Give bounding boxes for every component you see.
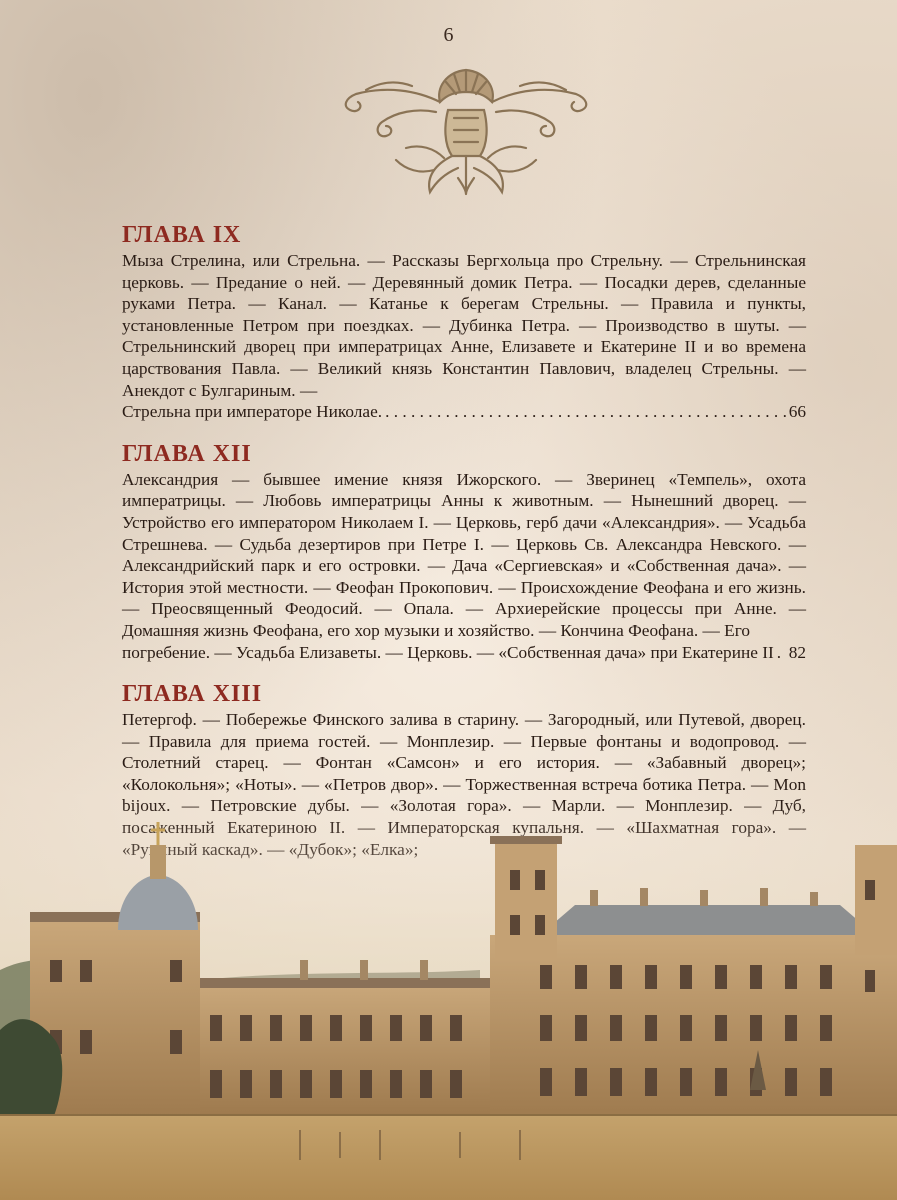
palace-painting <box>0 800 897 1200</box>
chapter-page-number: 66 <box>788 402 806 422</box>
chapter-title: ГЛАВА XII <box>122 440 252 467</box>
leader-dots <box>385 401 786 423</box>
chapter-summary: Мыза Стрелина, или Стрельна. — Рассказы Бергхольца про Стрельну. — Стрельнинская церковь. — Предание о ней. — Деревянный домик Петра. — Посадки дерев, сделанные руками Петра. — Канал. — Катанье к берегам Стрельны. — Правила и пункты, установленные Петром при поездках. — Дубинка Петра. — Производство в шуты. — Стрельнинский дворец при императрицах Анне, Елизавете и Екатерине II и во времена царствования Павла. — Великий князь Константин Павлович, владелец Стрельны. — Анекдот с Булгариным. — <box>122 251 806 400</box>
toc-entry-line <box>122 642 806 664</box>
baroque-scroll-ornament <box>336 60 596 200</box>
chapter-title: ГЛАВА XIII <box>122 681 263 708</box>
table-of-contents <box>122 220 806 876</box>
chapter-title: ГЛАВА IX <box>122 222 242 248</box>
chapter-summary-last-line: Стрельна при императоре Николае. <box>122 402 383 422</box>
chapter-summary: Александрия — бывшее имение князя Ижорского. — Зверинец «Темпель», охота императрицы. — Любовь императрицы Анны к животным. — Нынешний дворец. — Устройство его императором Николаем I. — Церковь, герб дачи «Александрия». — Усадьба Стрешнева. — Судьба дезертиров при Петре I. — Церковь Св. Александра Невского. — Александрийский парк и его островки. — Дача «Сергиевская» и «Собственная дача». — История этой местности. — Феофан Прокопович. — Происхождение Феофана и его жизнь. — Преосвященный Феодосий. — Опала. — Архиерейские процессы при Анне. — Домашняя жизнь Феофана, его хор музыки и хозяйство. — Кончина Феофана. — Его <box>122 469 806 640</box>
chapter-12 <box>122 439 806 663</box>
leader-dots <box>777 642 786 664</box>
chapter-summary-last-line: погребение. — Усадьба Елизаветы. — Церковь. — «Собственная дача» при Екатерине II <box>122 642 774 662</box>
chapter-9 <box>122 220 806 423</box>
toc-entry-line <box>122 401 806 423</box>
chapter-summary: Петергоф. — Побережье Финского залива в старину. — Загородный, или Путевой, дворец. — Правила для приема гостей. — Монплезир. — Первые фонтаны и водопровод. — Столетний старец. — Фонтан «Самсон» и его история. — «Забавный дворец»; «Колокольня»; «Ноты». — «Петров двор». — Торжественная встреча ботика Петра. — Mon <box>122 710 806 794</box>
page-number: 6 <box>443 24 454 46</box>
chapter-page-number: 82 <box>788 642 806 662</box>
